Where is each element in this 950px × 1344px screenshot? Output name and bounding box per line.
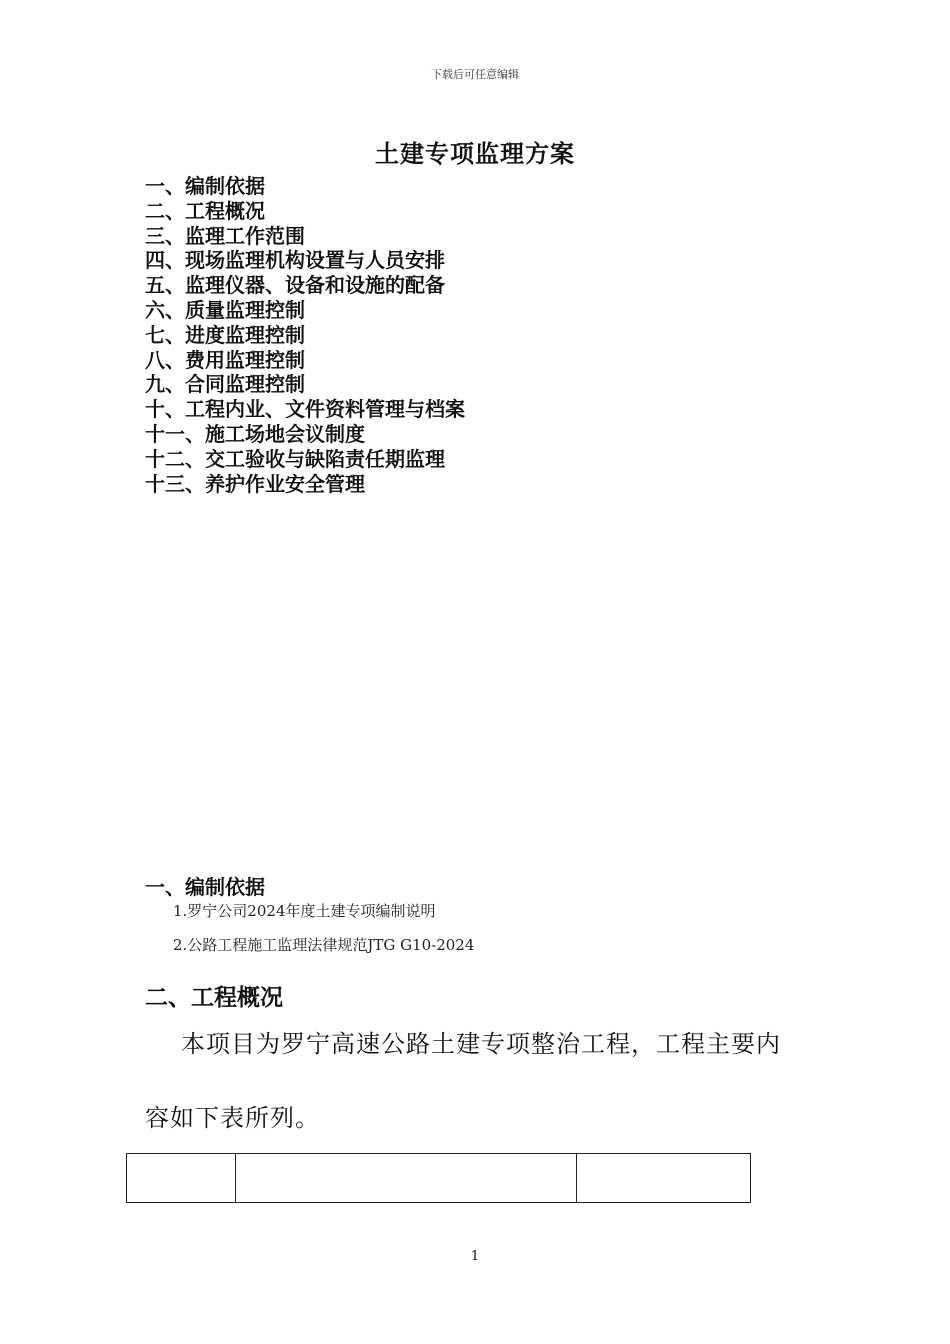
page-number: 1	[470, 1249, 480, 1264]
toc-item: 九、合同监理控制	[145, 372, 305, 397]
overview-paragraph-line: 容如下表所列。	[145, 1104, 320, 1132]
table-cell	[127, 1154, 236, 1203]
table-cell	[236, 1154, 577, 1203]
toc-item: 一、编制依据	[145, 174, 265, 198]
reference-item: 2.公路工程施工监理法律规范JTG G10-2024	[173, 936, 475, 954]
toc-item: 十、工程内业、文件资料管理与档案	[145, 397, 465, 422]
table-cell	[577, 1154, 751, 1203]
toc-item: 十一、施工场地会议制度	[145, 421, 365, 446]
toc-item: 六、质量监理控制	[145, 297, 305, 322]
section-heading-basis: 一、编制依据	[145, 875, 265, 899]
reference-item: 1.罗宁公司2024年度土建专项编制说明	[173, 902, 436, 920]
toc-item: 七、进度监理控制	[145, 322, 305, 347]
toc-item: 五、监理仪器、设备和设施的配备	[145, 273, 445, 298]
document-title: 土建专项监理方案	[375, 139, 575, 168]
toc-item: 二、工程概况	[145, 198, 265, 223]
toc-item: 八、费用监理控制	[145, 347, 305, 372]
table-of-contents	[145, 174, 465, 496]
overview-paragraph-line: 本项目为罗宁高速公路土建专项整治工程，工程主要内	[181, 1030, 781, 1058]
section-heading-overview: 二、工程概况	[145, 984, 283, 1011]
project-content-table	[126, 1153, 751, 1203]
toc-item: 十三、养护作业安全管理	[145, 471, 365, 496]
table-row	[127, 1154, 751, 1203]
page-header: 下载后可任意编辑	[431, 68, 519, 81]
toc-item: 三、监理工作范围	[145, 223, 305, 248]
toc-item: 四、现场监理机构设置与人员安排	[145, 248, 445, 273]
toc-item: 十二、交工验收与缺陷责任期监理	[145, 446, 445, 471]
